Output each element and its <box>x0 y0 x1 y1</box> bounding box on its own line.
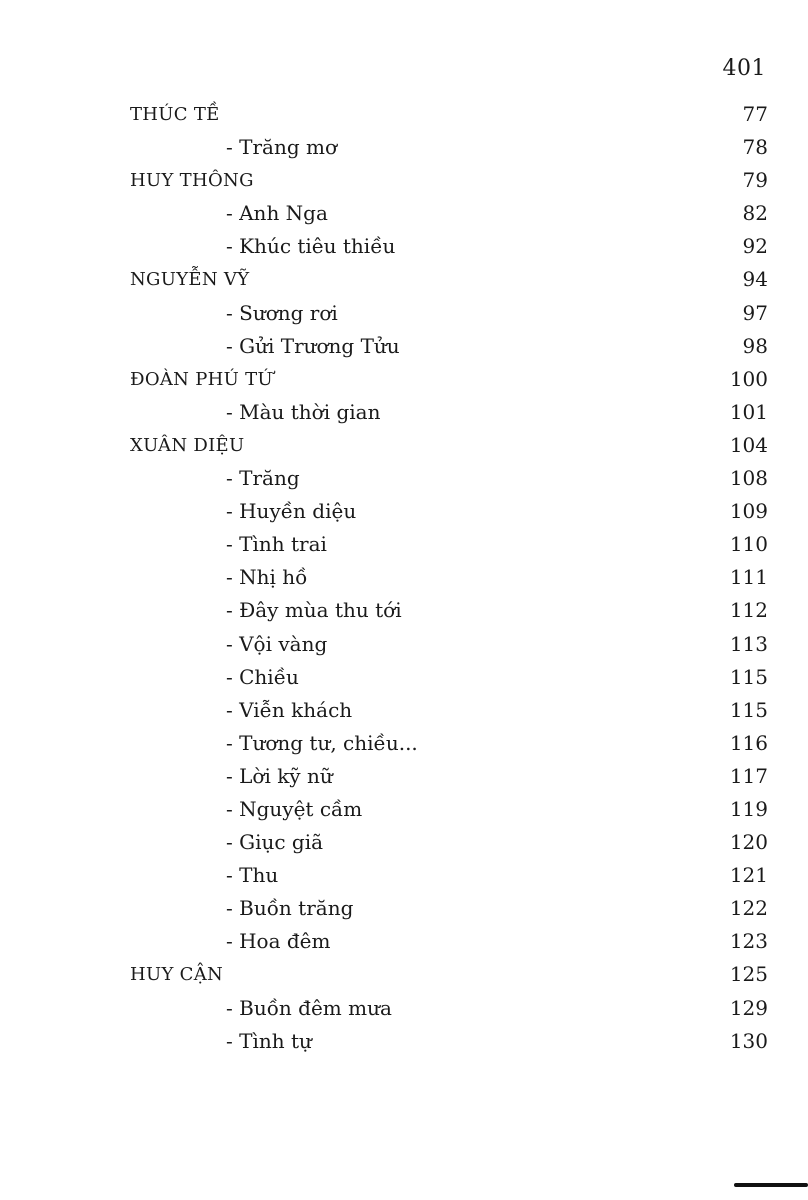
toc-page-number: 116 <box>729 730 768 755</box>
poem-title: - Màu thời gian <box>226 399 381 424</box>
toc-poem-row <box>130 1025 768 1058</box>
toc-page-number: 121 <box>729 863 768 888</box>
author-name: THÚC TỀ <box>130 104 220 125</box>
page-number: 401 <box>722 56 766 81</box>
toc-poem-row <box>130 197 768 230</box>
author-name: HUY THÔNG <box>130 170 254 192</box>
toc-page-number: 110 <box>729 532 768 557</box>
toc-poem-row <box>130 396 768 429</box>
toc-author-row <box>130 263 768 296</box>
author-name: NGUYỄN VỸ <box>130 269 250 291</box>
toc-poem-row <box>130 462 768 495</box>
toc-poem-row <box>130 131 768 164</box>
toc-page-number: 82 <box>742 201 768 226</box>
toc-page-number: 120 <box>729 830 768 855</box>
poem-title: - Lời kỹ nữ <box>226 763 333 788</box>
author-name: ĐOÀN PHÚ TỨ <box>130 368 273 390</box>
toc-page-number: 129 <box>729 995 768 1020</box>
toc-page-number: 113 <box>729 631 768 656</box>
poem-title: - Nguyệt cầm <box>226 796 363 821</box>
poem-title: - Huyền diệu <box>226 499 357 524</box>
toc-poem-row <box>130 992 768 1025</box>
toc-page-number: 79 <box>742 168 768 193</box>
poem-title: - Anh Nga <box>226 201 328 226</box>
poem-title: - Sương rơi <box>226 300 338 325</box>
toc-page-number: 94 <box>742 267 768 292</box>
toc-page-number: 97 <box>742 300 768 325</box>
toc-poem-row <box>130 694 768 727</box>
toc-poem-row <box>130 760 768 793</box>
toc-poem-row <box>130 859 768 892</box>
toc-page-number: 123 <box>729 929 768 954</box>
toc-page-number: 115 <box>729 697 768 722</box>
toc-poem-row <box>130 594 768 627</box>
toc-poem-row <box>130 528 768 561</box>
poem-title: - Trăng <box>226 466 300 491</box>
toc-page-number: 125 <box>729 962 768 987</box>
poem-title: - Hoa đêm <box>226 929 331 954</box>
toc-author-row <box>130 164 768 197</box>
poem-title: - Buồn đêm mưa <box>226 995 392 1020</box>
toc-poem-row <box>130 925 768 958</box>
poem-title: - Buồn trăng <box>226 896 354 921</box>
poem-title: - Tình tự <box>226 1028 312 1053</box>
toc-poem-row <box>130 826 768 859</box>
toc-page-number: 115 <box>729 664 768 689</box>
toc-page-number: 119 <box>729 796 768 821</box>
toc-page-number: 122 <box>729 896 768 921</box>
poem-title: - Nhị hồ <box>226 565 308 590</box>
toc-page-number: 100 <box>729 366 768 391</box>
poem-title: - Tình trai <box>226 532 327 557</box>
toc-page-number: 98 <box>742 333 768 358</box>
toc-poem-row <box>130 561 768 594</box>
toc-page-number: 101 <box>729 399 768 424</box>
poem-title: - Viễn khách <box>226 697 353 722</box>
poem-title: - Tương tư, chiều... <box>226 730 418 755</box>
toc-page-number: 109 <box>729 499 768 524</box>
toc-poem-row <box>130 793 768 826</box>
toc-poem-row <box>130 330 768 363</box>
toc-page-number: 92 <box>742 234 768 259</box>
toc-poem-row <box>130 892 768 925</box>
toc-poem-row <box>130 661 768 694</box>
table-of-contents <box>130 98 768 1058</box>
poem-title: - Chiều <box>226 664 299 689</box>
toc-poem-row <box>130 727 768 760</box>
toc-author-row <box>130 429 768 462</box>
poem-title: - Gửi Trương Tửu <box>226 333 400 358</box>
toc-author-row <box>130 363 768 396</box>
toc-poem-row <box>130 495 768 528</box>
poem-title: - Đây mùa thu tới <box>226 598 402 623</box>
toc-poem-row <box>130 230 768 263</box>
toc-page-number: 108 <box>729 466 768 491</box>
footer-rule <box>734 1183 808 1187</box>
poem-title: - Vội vàng <box>226 631 328 656</box>
poem-title: - Giục giã <box>226 830 324 855</box>
poem-title: - Trăng mơ <box>226 135 337 160</box>
toc-page-number: 130 <box>729 1028 768 1053</box>
author-name: HUY CẬN <box>130 964 224 986</box>
author-name: XUÂN DIỆU <box>130 434 245 456</box>
toc-author-row <box>130 98 768 131</box>
toc-page-number: 104 <box>729 432 768 457</box>
toc-page-number: 78 <box>742 135 768 160</box>
toc-page-number: 117 <box>729 763 768 788</box>
toc-poem-row <box>130 297 768 330</box>
toc-poem-row <box>130 628 768 661</box>
poem-title: - Thu <box>226 863 279 888</box>
toc-page-number: 77 <box>742 102 768 126</box>
poem-title: - Khúc tiêu thiều <box>226 234 396 259</box>
toc-author-row <box>130 958 768 991</box>
toc-page-number: 111 <box>729 565 768 590</box>
toc-page-number: 112 <box>729 598 768 623</box>
